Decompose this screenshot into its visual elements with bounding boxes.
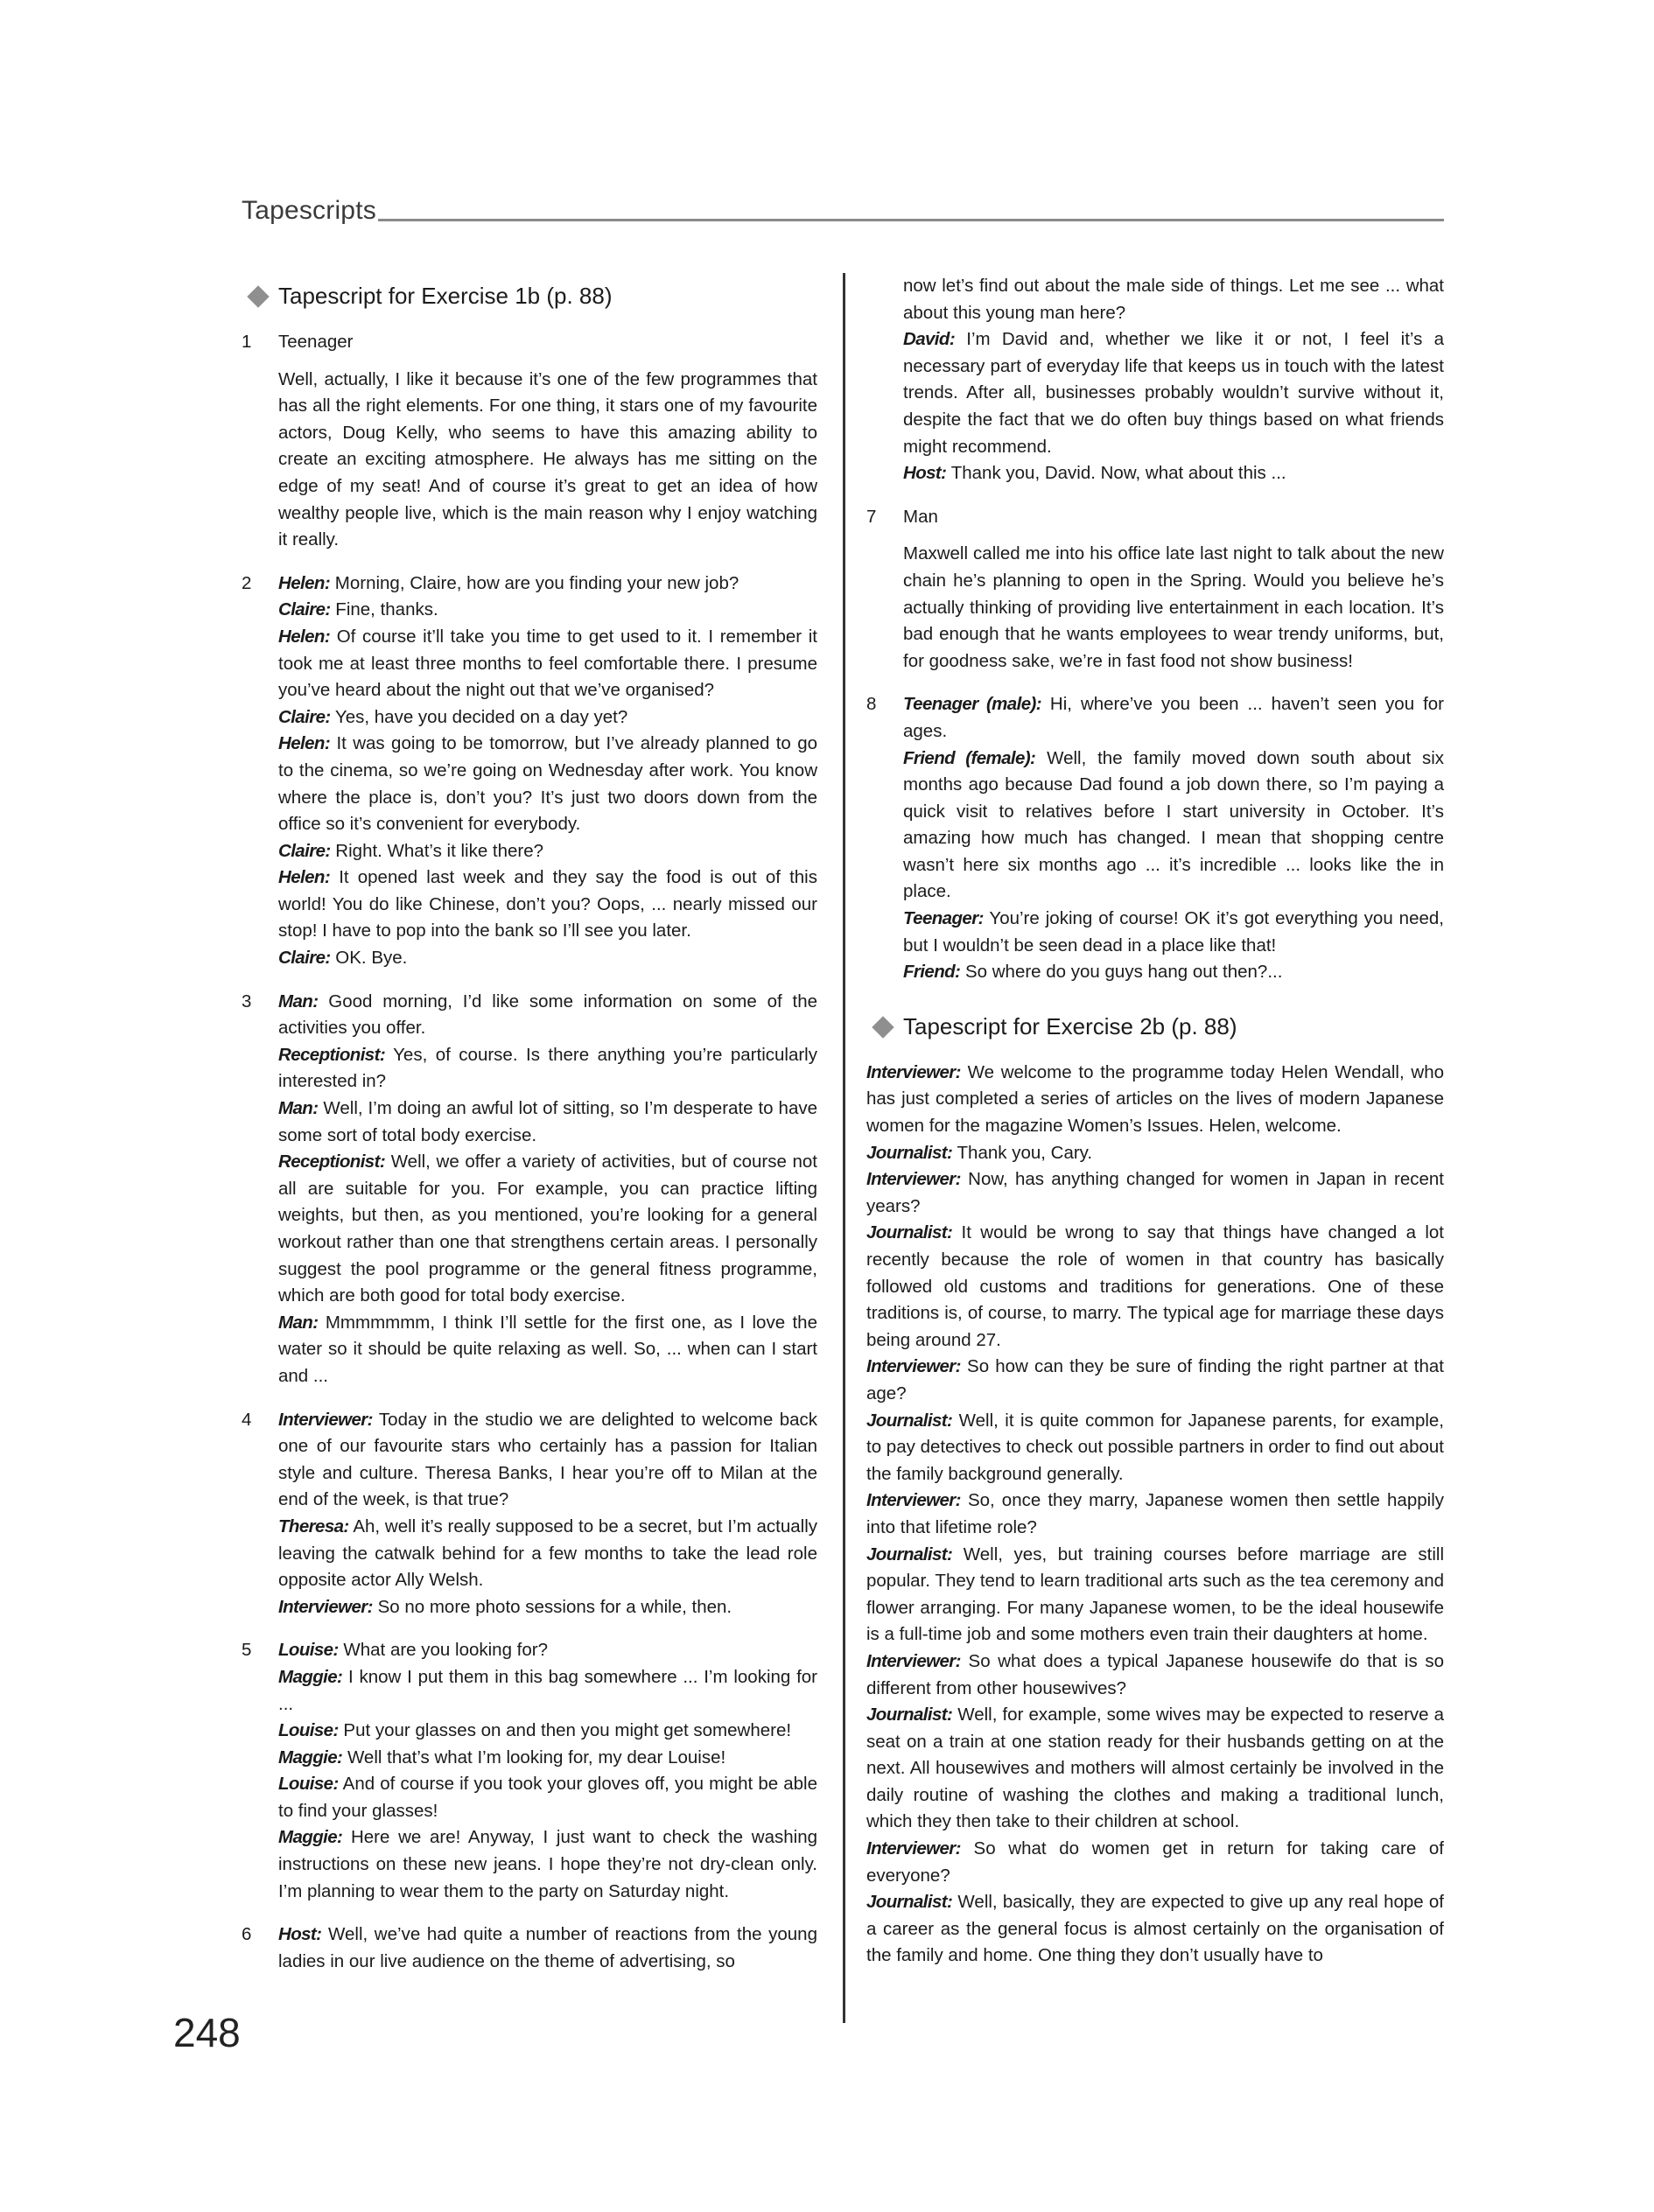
diamond-bullet-icon bbox=[247, 285, 269, 307]
dialogue-line bbox=[278, 597, 817, 624]
speaker-name: Journalist: bbox=[866, 1892, 953, 1913]
dialogue-line bbox=[278, 1745, 817, 1772]
speaker-name: Teenager: bbox=[903, 908, 984, 929]
line-text: Good morning, I’d like some information on some of the activities you offer. bbox=[278, 990, 817, 1039]
speaker-name: Host: bbox=[278, 1924, 322, 1945]
speaker-name: Louise: bbox=[278, 1640, 339, 1661]
line-text: Ah, well it’s really supposed to be a secret, but I’m actually leaving the catwalk behind for a few months to take the lead role opposite actor Ally Welsh. bbox=[278, 1516, 817, 1591]
line-text: Yes, have you decided on a day yet? bbox=[330, 706, 628, 727]
line-text: I’m David and, whether we like it or not, I feel it’s a necessary part of everyday life that keeps us in touch with the latest trends. After all, businesses probably wouldn’t survive without it, despite the fact that we do often buy things based on what friends might recommend. bbox=[903, 329, 1444, 457]
speaker-name: Interviewer: bbox=[866, 1490, 961, 1511]
exercise-item bbox=[866, 504, 1444, 676]
line-text: Well, it is quite common for Japanese parents, for example, to pay detectives to check out possible partners in order to find out about the family background generally. bbox=[866, 1410, 1444, 1484]
speaker-name: Man: bbox=[278, 1312, 319, 1333]
section-heading-text: Tapescript for Exercise 2b (p. 88) bbox=[903, 1012, 1237, 1040]
dialogue-line bbox=[278, 704, 817, 732]
dialogue-line bbox=[866, 1648, 1444, 1702]
dialogue bbox=[278, 989, 817, 1390]
speaker-name: Helen: bbox=[278, 626, 331, 647]
speaker-label: Teenager bbox=[278, 332, 354, 352]
dialogue-line bbox=[866, 1060, 1444, 1140]
line-text: Hi, where’ve you been ... haven’t seen you for ages. bbox=[903, 694, 1444, 741]
exercise-item bbox=[242, 1637, 817, 1905]
speaker-name: Journalist: bbox=[866, 1544, 953, 1564]
dialogue-line bbox=[278, 1637, 817, 1664]
left-column bbox=[242, 273, 817, 1992]
dialogue-line bbox=[866, 1220, 1444, 1354]
dialogue-line bbox=[278, 1407, 817, 1514]
dialogue-line bbox=[278, 624, 817, 704]
speaker-name: Maggie: bbox=[278, 1746, 343, 1768]
speaker-name: Journalist: bbox=[866, 1222, 953, 1243]
speaker-name: Journalist: bbox=[866, 1410, 953, 1431]
exercise-item bbox=[242, 329, 817, 554]
line-text: Thank you, Cary. bbox=[952, 1142, 1093, 1163]
dialogue-line bbox=[278, 731, 817, 837]
page-header bbox=[242, 196, 1444, 231]
section-heading-text: Tapescript for Exercise 1b (p. 88) bbox=[278, 283, 613, 309]
speaker-name: Interviewer: bbox=[866, 1650, 961, 1671]
line-text: Well, I’m doing an awful lot of sitting, so I’m desperate to have some sort of total body exercise. bbox=[278, 1098, 817, 1145]
line-text: Now, has anything changed for women in Japan in recent years? bbox=[866, 1169, 1444, 1216]
dialogue-line bbox=[278, 570, 817, 598]
speaker-name: Journalist: bbox=[866, 1142, 953, 1163]
item-number: 1 bbox=[242, 332, 252, 352]
speaker-name: Interviewer: bbox=[278, 1596, 373, 1617]
line-text: Well, we offer a variety of activities, but of course not all are suitable for you. For example, you can practice lifting weights, but then, as you mentioned, you’re looking for a general workout rather than one that strengthens certain areas. I personally suggest the pool programme or the general fitness programme, which are both good for total body exercise. bbox=[278, 1152, 817, 1306]
dialogue-line bbox=[866, 1488, 1444, 1541]
dialogue-line bbox=[866, 1354, 1444, 1407]
speaker-name: Receptionist: bbox=[278, 1044, 386, 1065]
line-text: And of course if you took your gloves off, you might be able to find your glasses! bbox=[278, 1774, 817, 1821]
line-text: We welcome to the programme today Helen Wendall, who has just completed a series of articles on the lives of modern Japanese women for the magazine Women’s Issues. Helen, welcome. bbox=[866, 1061, 1444, 1137]
speaker-name: Friend (female): bbox=[903, 747, 1036, 768]
speaker-name: Theresa: bbox=[278, 1516, 349, 1536]
line-text: Of course it’ll take you time to get used to it. I remember it took me at least three months to feel comfortable there. I presume you’ve heard about the night out that we’ve organised? bbox=[278, 626, 817, 701]
dialogue-line bbox=[278, 1149, 817, 1310]
column-divider bbox=[843, 273, 845, 2023]
line-text: Well that’s what I’m looking for, my dear Louise! bbox=[342, 1746, 726, 1768]
item-number: 8 bbox=[866, 694, 877, 715]
monologue-text: Maxwell called me into his office late last night to talk about the new chain he’s planning to open in the Spring. Would you believe he’s actually thinking of providing live entertainment in each location. It’s bad enough that he wants employees to wear trendy uniforms, but, for goodness sake, we’re in fast food not show business! bbox=[903, 543, 1444, 671]
speaker-name: Teenager (male): bbox=[903, 694, 1041, 715]
exercise-item bbox=[242, 989, 817, 1390]
speaker-name: Claire: bbox=[278, 599, 331, 620]
line-text: It opened last week and they say the food is out of this world! You do like Chinese, don’t you? Oops, ... nearly missed our stop! I have to pop into the bank so I’ll see you later. bbox=[278, 867, 817, 942]
line-text: So where do you guys hang out then?... bbox=[960, 962, 1283, 983]
dialogue-line bbox=[278, 945, 817, 972]
speaker-name: Interviewer: bbox=[866, 1169, 961, 1190]
dialogue-line bbox=[278, 864, 817, 945]
dialogue-line bbox=[278, 1514, 817, 1594]
dialogue-line bbox=[278, 1922, 817, 1975]
line-text: Today in the studio we are delighted to welcome back one of our favourite stars who certainly has a passion for Italian style and culture. Theresa Banks, I hear you’re off to Milan at the end of the week, is that true? bbox=[278, 1409, 817, 1510]
item-number: 6 bbox=[242, 1924, 252, 1945]
exercise-item bbox=[242, 570, 817, 972]
line-text: Fine, thanks. bbox=[330, 599, 438, 620]
speaker-name: David: bbox=[903, 329, 956, 350]
line-text: Thank you, David. Now, what about this ... bbox=[946, 463, 1286, 484]
dialogue-line bbox=[866, 1542, 1444, 1648]
dialogue-line bbox=[903, 959, 1444, 986]
speaker-name: Louise: bbox=[278, 1720, 339, 1741]
dialogue bbox=[903, 691, 1444, 986]
line-text: Well, yes, but training courses before marriage are still popular. They tend to learn traditional arts such as the tea ceremony and flower arranging. For many Japanese women, to be the ideal housewife is a full-time job and some mothers even train their daughters at home. bbox=[866, 1544, 1444, 1645]
speaker-name: Claire: bbox=[278, 706, 331, 727]
dialogue bbox=[278, 1922, 817, 1975]
right-column bbox=[866, 273, 1444, 1970]
dialogue-line bbox=[866, 1166, 1444, 1220]
exercise-item bbox=[242, 1407, 817, 1621]
line-text: It was going to be tomorrow, but I’ve already planned to go to the cinema, so we’re going on Wednesday after work. You know where the place is, don’t you? It’s just two doors down from the office so it’s convenient for everybody. bbox=[278, 733, 817, 835]
line-text: Well, the family moved down south about six months ago because Dad found a job down there, so I’m paying a quick visit to relatives before I start university in October. It’s amazing how much has changed. I mean that shopping centre wasn’t here six months ago ... it’s incredible ... looks like the in place. bbox=[903, 747, 1445, 902]
item-number: 7 bbox=[866, 506, 877, 527]
line-text: So no more photo sessions for a while, then. bbox=[372, 1596, 732, 1617]
dialogue-line bbox=[903, 460, 1444, 487]
speaker-name: Man: bbox=[278, 990, 319, 1012]
speaker-name: Host: bbox=[903, 463, 947, 484]
line-text: I know I put them in this bag somewhere ... I’m looking for ... bbox=[278, 1666, 817, 1714]
interview-dialogue bbox=[866, 1060, 1444, 1970]
dialogue-line bbox=[903, 906, 1444, 959]
diamond-bullet-icon bbox=[872, 1016, 894, 1038]
line-text: It would be wrong to say that things have changed a lot recently because the role of women in that country has basically followed old customs and traditions for generations. One of these traditions is, of course, to marry. The typical age for marriage these days being around 27. bbox=[866, 1222, 1444, 1350]
line-text: So how can they be sure of finding the right partner at that age? bbox=[866, 1356, 1444, 1404]
line-text: So what does a typical Japanese housewife do that is so different from other housewives? bbox=[866, 1650, 1444, 1698]
dialogue-line bbox=[278, 1096, 817, 1149]
speaker-name: Interviewer: bbox=[866, 1838, 961, 1859]
dialogue-line bbox=[278, 1718, 817, 1745]
line-text: You’re joking of course! OK it’s got everything you need, but I wouldn’t be seen dead in a place like that! bbox=[903, 908, 1444, 956]
exercise-item bbox=[242, 1922, 817, 1975]
speaker-name: Friend: bbox=[903, 962, 961, 983]
speaker-name: Man: bbox=[278, 1098, 319, 1119]
line-text: Well, for example, some wives may be expected to reserve a seat on a train at one station ready for their husbands getting on at the next. All housewives and mothers will almost certainly be involved in the daily routine of washing the clothes and making a traditional lunch, which they then take to their children at school. bbox=[866, 1704, 1444, 1832]
line-text: Mmmmmmm, I think I’ll settle for the first one, as I love the water so it should be quite relaxing as well. So, ... when can I start and ... bbox=[278, 1312, 817, 1386]
line-text: So what do women get in return for taking care of everyone? bbox=[866, 1838, 1444, 1886]
dialogue-line bbox=[278, 1824, 817, 1905]
speaker-name: Maggie: bbox=[278, 1666, 343, 1687]
line-text: Well, basically, they are expected to give up any real hope of a career as the general focus is almost certainly on the organisation of the family and home. One thing they don’t usually have to bbox=[866, 1892, 1444, 1966]
dialogue-line bbox=[903, 273, 1444, 326]
header-rule bbox=[378, 219, 1444, 221]
page-number: 248 bbox=[173, 2010, 241, 2055]
dialogue-line bbox=[866, 1889, 1444, 1970]
speaker-name: Interviewer: bbox=[866, 1061, 961, 1082]
dialogue-line bbox=[278, 1771, 817, 1824]
item-number: 3 bbox=[242, 990, 252, 1012]
line-text: So, once they marry, Japanese women then settle happily into that lifetime role? bbox=[866, 1490, 1444, 1537]
speaker-name: Helen: bbox=[278, 572, 331, 593]
line-text: OK. Bye. bbox=[330, 948, 408, 969]
speaker-name: Receptionist: bbox=[278, 1152, 386, 1172]
dialogue-line bbox=[866, 1702, 1444, 1836]
dialogue-line bbox=[903, 326, 1444, 460]
line-text: Yes, of course. Is there anything you’re particularly interested in? bbox=[278, 1044, 817, 1092]
dialogue bbox=[278, 1637, 817, 1905]
speaker-name: Interviewer: bbox=[278, 1409, 373, 1430]
dialogue-line bbox=[278, 989, 817, 1042]
exercise-item bbox=[866, 691, 1444, 986]
dialogue-line bbox=[278, 1310, 817, 1390]
speaker-name: Interviewer: bbox=[866, 1356, 961, 1377]
page-title: Tapescripts bbox=[242, 196, 376, 225]
speaker-name: Helen: bbox=[278, 867, 331, 888]
speaker-name: Journalist: bbox=[866, 1704, 953, 1726]
speaker-name: Claire: bbox=[278, 948, 331, 969]
line-text: Well, we’ve had quite a number of reactions from the young ladies in our live audience on the theme of advertising, so bbox=[278, 1924, 817, 1971]
line-text: Here we are! Anyway, I just want to check the washing instructions on these new jeans. I hope they’re not dry-clean only. I’m planning to wear them to the party on Saturday night. bbox=[278, 1827, 817, 1901]
item-number: 2 bbox=[242, 572, 252, 593]
item-number: 5 bbox=[242, 1640, 252, 1661]
dialogue-line bbox=[903, 691, 1444, 745]
item-number: 4 bbox=[242, 1409, 252, 1430]
section-heading-ex1b bbox=[250, 280, 817, 312]
speaker-name: Claire: bbox=[278, 840, 331, 861]
dialogue-line bbox=[866, 1140, 1444, 1167]
speaker-name: Louise: bbox=[278, 1774, 339, 1795]
dialogue-line bbox=[866, 1836, 1444, 1889]
dialogue-line bbox=[278, 1042, 817, 1096]
dialogue-continued bbox=[866, 273, 1444, 487]
dialogue bbox=[278, 1407, 817, 1621]
dialogue-line bbox=[278, 1664, 817, 1718]
monologue-text: Well, actually, I like it because it’s one of the few programmes that has all the right elements. For one thing, it stars one of my favourite actors, Doug Kelly, who seems to have this amazing ability to create an exciting atmosphere. He always has me sitting on the edge of my seat! And of course it’s great to get an idea of how wealthy people live, which is the main reason why I enjoy watching it really. bbox=[278, 368, 817, 550]
dialogue-line bbox=[903, 746, 1444, 906]
speaker-label: Man bbox=[903, 506, 938, 527]
line-text: Put your glasses on and then you might get somewhere! bbox=[338, 1720, 792, 1741]
dialogue-line bbox=[278, 838, 817, 865]
line-text: now let’s find out about the male side of things. Let me see ... what about this young man here? bbox=[903, 276, 1444, 323]
speaker-name: Helen: bbox=[278, 733, 331, 754]
speaker-name: Maggie: bbox=[278, 1827, 343, 1848]
line-text: Morning, Claire, how are you finding your new job? bbox=[330, 572, 739, 593]
section-heading-ex2b bbox=[875, 1011, 1444, 1042]
line-text: Right. What’s it like there? bbox=[330, 840, 544, 861]
line-text: What are you looking for? bbox=[338, 1640, 548, 1661]
dialogue-line bbox=[278, 1594, 817, 1621]
dialogue-line bbox=[866, 1408, 1444, 1488]
dialogue bbox=[278, 570, 817, 972]
